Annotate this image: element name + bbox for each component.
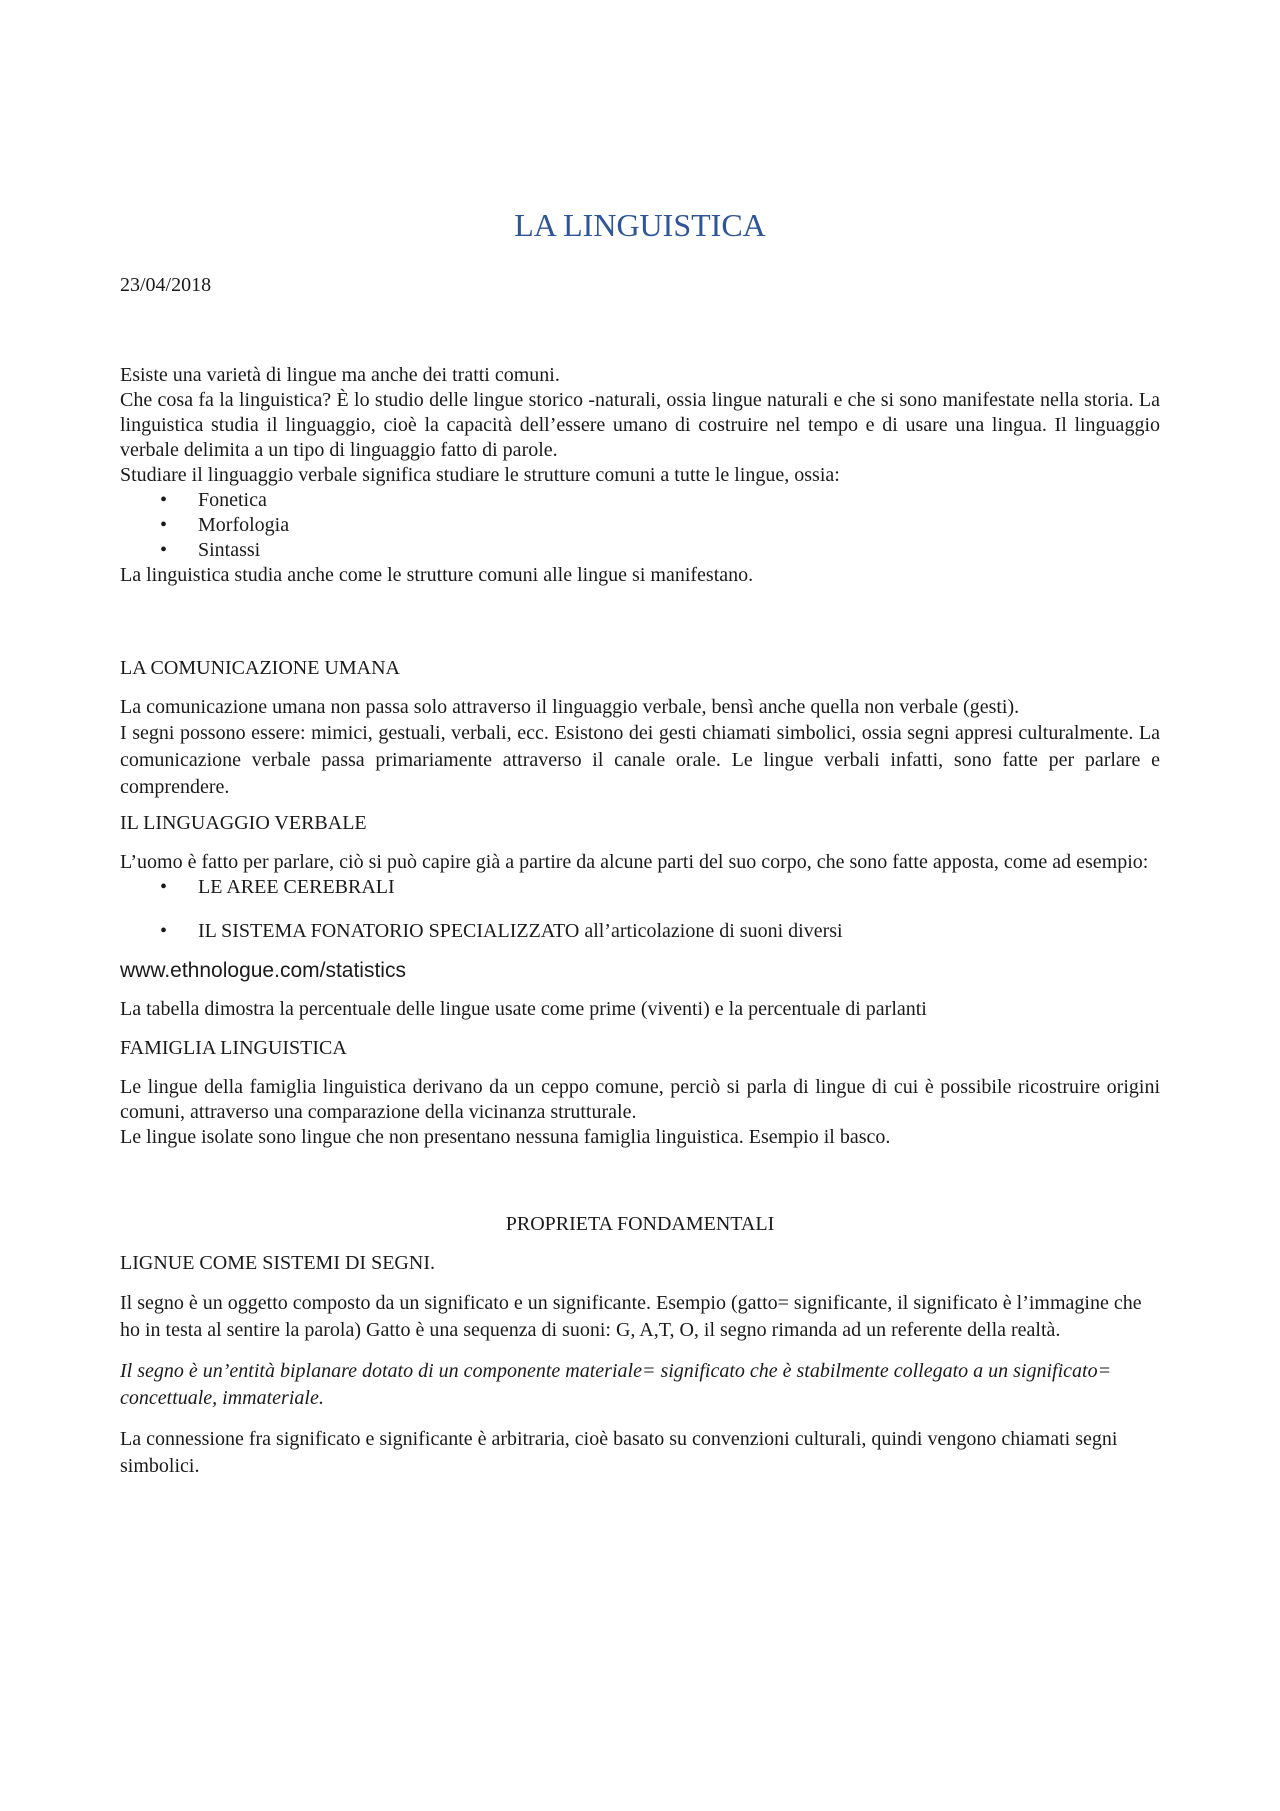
proprieta-paragraph-2: Il segno è un’entità biplanare dotato di un componente materiale= significato che è stabilmente collegato a un significato= concettuale, immateriale. xyxy=(120,1360,1112,1409)
structures-list xyxy=(120,488,1160,563)
linguaggio-paragraph-2: La tabella dimostra la percentuale delle lingue usate come prime (viventi) e la percentuale di parlanti xyxy=(120,998,927,1020)
section-heading-proprieta: PROPRIETA FONDAMENTALI xyxy=(505,1213,775,1235)
famiglia-paragraph-1: Le lingue della famiglia linguistica derivano da un ceppo comune, perciò si parla di lingue di cui è possibile ricostruire origini comuni, attraverso una comparazione della vicinanza strutturale. xyxy=(120,1076,1160,1123)
proprieta-paragraph-3: La connessione fra significato e significante è arbitraria, cioè basato su convenzioni culturali, quindi vengono chiamati segni simbolici. xyxy=(120,1428,1118,1477)
proprieta-paragraph-1: Il segno è un oggetto composto da un significato e un significante. Esempio (gatto= significante, il significato è l’immagine che ho in testa al sentire la parola) Gatto è una sequenza di suoni: G, A,T, O, il segno rimanda ad un referente della realtà. xyxy=(120,1292,1142,1341)
linguaggio-paragraph-1: L’uomo è fatto per parlare, ciò si può capire già a partire da alcune parti del suo corpo, che sono fatte apposta, come ad esempio: xyxy=(120,851,1149,873)
list-item: • Fonetica xyxy=(120,488,1160,513)
ethnologue-link[interactable]: www.ethnologue.com/statistics xyxy=(120,959,406,982)
list-item: • Morfologia xyxy=(120,513,1160,538)
intro-paragraph-4: La linguistica studia anche come le strutture comuni alle lingue si manifestano. xyxy=(120,564,754,586)
section-heading-famiglia: FAMIGLIA LINGUISTICA xyxy=(120,1037,347,1059)
document-body xyxy=(120,205,1160,1480)
list-item: • IL SISTEMA FONATORIO SPECIALIZZATO all’articolazione di suoni diversi xyxy=(120,919,1160,944)
intro-paragraph-2: Che cosa fa la linguistica? È lo studio delle lingue storico -naturali, ossia lingue naturali e che si sono manifestate nella storia. La linguistica studia il linguaggio, cioè la capacità dell’essere umano di costruire nel tempo e di usare una lingua. Il linguaggio verbale delimita a un tipo di linguaggio fatto di parole. xyxy=(120,389,1160,461)
document-title: LA LINGUISTICA xyxy=(514,207,766,243)
subsection-heading-segni: LIGNUE COME SISTEMI DI SEGNI. xyxy=(120,1252,435,1274)
comunicazione-paragraph-2: I segni possono essere: mimici, gestuali, verbali, ecc. Esistono dei gesti chiamati simbolici, ossia segni appresi culturalmente. La comunicazione verbale passa primariamente attraverso il canale orale. Le lingue verbali infatti, sono fatte per parlare e comprendere. xyxy=(120,722,1160,798)
section-heading-comunicazione: LA COMUNICAZIONE UMANA xyxy=(120,657,400,679)
famiglia-paragraph-2: Le lingue isolate sono lingue che non presentano nessuna famiglia linguistica. Esempio il basco. xyxy=(120,1126,891,1148)
comunicazione-paragraph-1: La comunicazione umana non passa solo attraverso il linguaggio verbale, bensì anche quella non verbale (gesti). xyxy=(120,696,1020,718)
body-parts-list xyxy=(120,875,1160,944)
intro-paragraph-3: Studiare il linguaggio verbale significa studiare le strutture comuni a tutte le lingue, ossia: xyxy=(120,464,840,486)
intro-paragraph-1: Esiste una varietà di lingue ma anche dei tratti comuni. xyxy=(120,364,560,386)
list-item: • Sintassi xyxy=(120,538,1160,563)
list-item: • LE AREE CEREBRALI xyxy=(120,875,1160,900)
document-date: 23/04/2018 xyxy=(120,274,212,296)
section-heading-linguaggio-verbale: IL LINGUAGGIO VERBALE xyxy=(120,812,367,834)
